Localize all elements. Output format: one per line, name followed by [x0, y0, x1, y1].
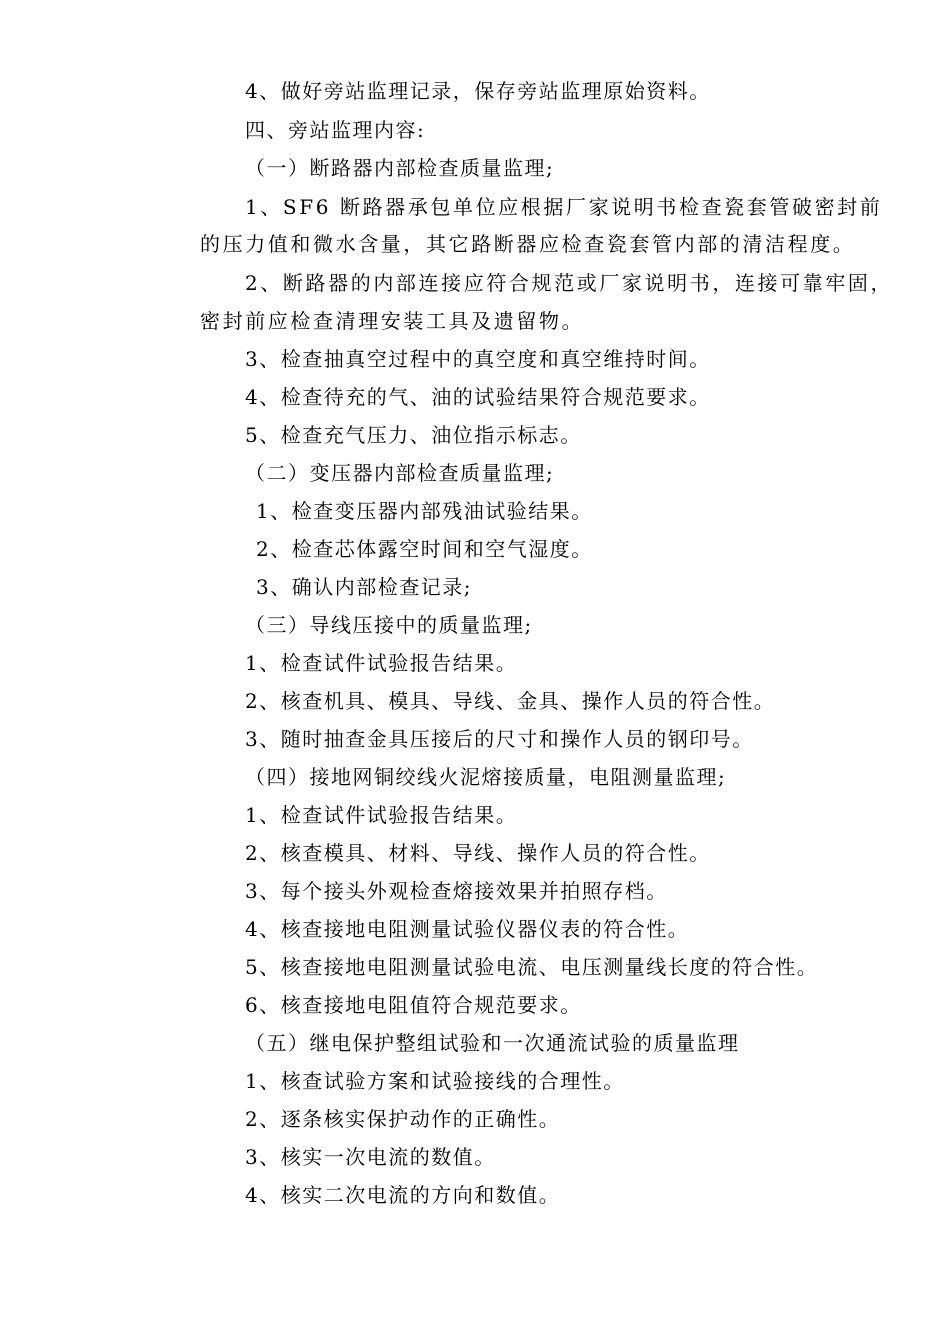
text-line-16: 1、检查试件试验报告结果。: [245, 651, 518, 675]
subsection-heading-4: （四）接地网铜绞线火泥熔接质量，电阻测量监理;: [245, 765, 727, 789]
subsection-heading-1: （一）断路器内部检查质量监理;: [245, 156, 555, 180]
text-line-7: 密封前应检查清理安装工具及遗留物。: [200, 309, 585, 333]
text-line-18: 3、随时抽查金具压接后的尺寸和操作人员的钢印号。: [245, 727, 754, 751]
text-line-4: 1、SF6 断路器承包单位应根据厂家说明书检查瓷套管破密封前: [245, 195, 883, 219]
subsection-heading-5: （五）继电保护整组试验和一次通流试验的质量监理: [245, 1031, 740, 1055]
text-line-30: 4、核实二次电流的方向和数值。: [245, 1183, 561, 1207]
text-line-8: 3、检查抽真空过程中的真空度和真空维持时间。: [245, 347, 711, 371]
text-line-22: 3、每个接头外观检查熔接效果并拍照存档。: [245, 879, 668, 903]
subsection-heading-3: （三）导线压接中的质量监理;: [245, 613, 533, 637]
text-line-10: 5、检查充气压力、油位指示标志。: [245, 423, 582, 447]
text-line-27: 1、核查试验方案和试验接线的合理性。: [245, 1069, 625, 1093]
text-line-21: 2、核查模具、材料、导线、操作人员的符合性。: [245, 841, 711, 865]
text-line-28: 2、逐条核实保护动作的正确性。: [245, 1107, 561, 1131]
text-line-5: 的压力值和微水含量，其它路断器应检查瓷套管内部的清洁程度。: [200, 232, 856, 256]
text-line-13: 2、检查芯体露空时间和空气湿度。: [256, 537, 593, 561]
section-heading-4: 四、旁站监理内容:: [245, 118, 426, 142]
text-line-24: 5、核查接地电阻测量试验电流、电压测量线长度的符合性。: [245, 955, 819, 979]
text-line-23: 4、核查接地电阻测量试验仪器仪表的符合性。: [245, 917, 690, 941]
text-line-1: 4、做好旁站监理记录，保存旁站监理原始资料。: [245, 79, 711, 103]
subsection-heading-2: （二）变压器内部检查质量监理;: [245, 461, 555, 485]
text-line-29: 3、核实一次电流的数值。: [245, 1145, 496, 1169]
text-line-9: 4、检查待充的气、油的试验结果符合规范要求。: [245, 385, 711, 409]
text-line-20: 1、检查试件试验报告结果。: [245, 803, 518, 827]
text-line-6: 2、断路器的内部连接应符合规范或厂家说明书，连接可靠牢固，: [245, 271, 894, 295]
text-line-25: 6、核查接地电阻值符合规范要求。: [245, 993, 582, 1017]
text-line-14: 3、确认内部检查记录;: [256, 575, 472, 599]
text-line-12: 1、检查变压器内部残油试验结果。: [256, 499, 593, 523]
text-line-17: 2、核查机具、模具、导线、金具、操作人员的符合性。: [245, 689, 776, 713]
